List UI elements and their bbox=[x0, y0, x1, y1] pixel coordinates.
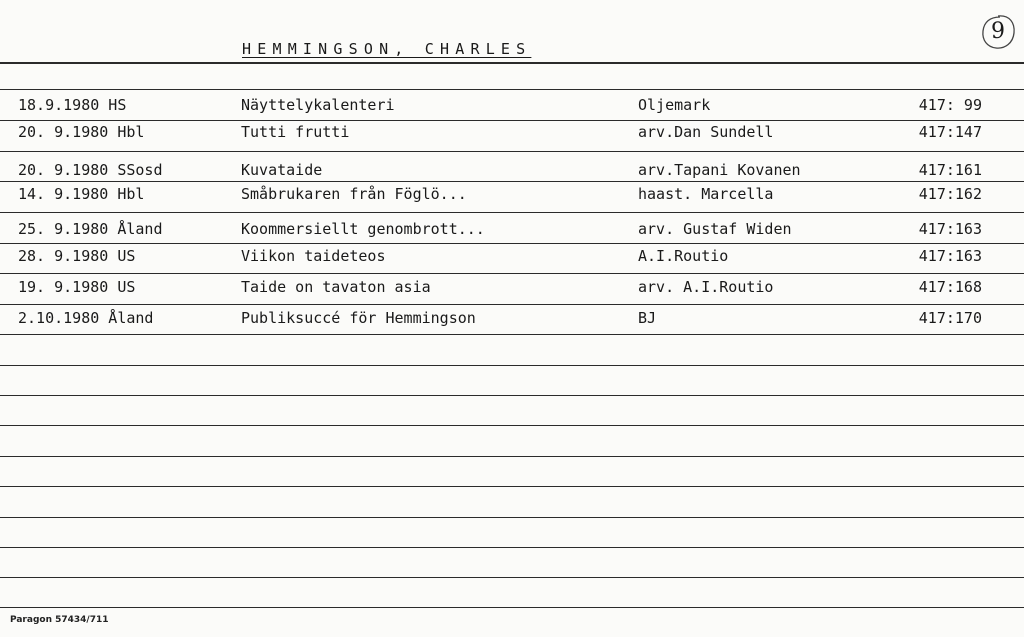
entry-title: Publiksuccé för Hemmingson bbox=[241, 309, 476, 327]
header-rule bbox=[0, 62, 1024, 64]
entry-row bbox=[0, 247, 1024, 267]
entry-title: Viikon taideteos bbox=[241, 247, 386, 265]
entry-author: arv.Tapani Kovanen bbox=[638, 161, 801, 179]
entry-date-source: 25. 9.1980 Åland bbox=[18, 220, 163, 238]
rule-line bbox=[0, 273, 1024, 274]
entry-ref: 417:168 bbox=[918, 278, 982, 296]
rule-line bbox=[0, 517, 1024, 518]
entry-title: Taide on tavaton asia bbox=[241, 278, 431, 296]
entry-date-source: 14. 9.1980 Hbl bbox=[18, 185, 145, 203]
rule-line bbox=[0, 89, 1024, 90]
entry-row bbox=[0, 96, 1024, 116]
entry-title: Näyttelykalenteri bbox=[241, 96, 395, 114]
entry-title: Kuvataide bbox=[241, 161, 323, 179]
rule-line bbox=[0, 304, 1024, 305]
entry-author: haast. Marcella bbox=[638, 185, 774, 203]
card-title: HEMMINGSON, CHARLES bbox=[242, 40, 532, 58]
rule-line bbox=[0, 456, 1024, 457]
entry-ref: 417:161 bbox=[918, 161, 982, 179]
rule-line bbox=[0, 486, 1024, 487]
entry-ref: 417:163 bbox=[918, 220, 982, 238]
rule-line bbox=[0, 151, 1024, 152]
entry-title: Småbrukaren från Föglö... bbox=[241, 185, 467, 203]
entry-row bbox=[0, 278, 1024, 298]
rule-line bbox=[0, 547, 1024, 548]
card-footer: Paragon 57434/711 bbox=[10, 615, 109, 625]
entry-row bbox=[0, 123, 1024, 143]
entry-author: arv. A.I.Routio bbox=[638, 278, 774, 296]
rule-line bbox=[0, 425, 1024, 426]
entry-author: BJ bbox=[638, 309, 657, 327]
entry-author: arv.Dan Sundell bbox=[638, 123, 774, 141]
entry-author: Oljemark bbox=[638, 96, 711, 114]
entry-date-source: 20. 9.1980 Hbl bbox=[18, 123, 145, 141]
entry-row bbox=[0, 309, 1024, 329]
rule-line bbox=[0, 334, 1024, 335]
entry-date-source: 2.10.1980 Åland bbox=[18, 309, 154, 327]
entry-ref: 417:170 bbox=[918, 309, 982, 327]
page-number bbox=[979, 13, 1017, 51]
entry-ref: 417:162 bbox=[918, 185, 982, 203]
rule-line bbox=[0, 212, 1024, 213]
rule-line bbox=[0, 120, 1024, 121]
entry-author: arv. Gustaf Widen bbox=[638, 220, 792, 238]
rule-line bbox=[0, 365, 1024, 366]
entry-row bbox=[0, 220, 1024, 240]
entry-ref: 417:147 bbox=[918, 123, 982, 141]
entry-title: Tutti frutti bbox=[241, 123, 350, 141]
entry-date-source: 18.9.1980 HS bbox=[18, 96, 127, 114]
entry-date-source: 19. 9.1980 US bbox=[18, 278, 136, 296]
entry-ref: 417:163 bbox=[918, 247, 982, 265]
rule-line bbox=[0, 577, 1024, 578]
rule-line bbox=[0, 607, 1024, 608]
entry-ref: 417: 99 bbox=[918, 96, 982, 114]
rule-line bbox=[0, 243, 1024, 244]
entry-date-source: 20. 9.1980 SSosd bbox=[18, 161, 163, 179]
entry-author: A.I.Routio bbox=[638, 247, 729, 265]
entry-title: Koommersiellt genombrott... bbox=[241, 220, 485, 238]
entry-row bbox=[0, 185, 1024, 205]
entry-row bbox=[0, 161, 1024, 181]
rule-line bbox=[0, 395, 1024, 396]
page-number-text: 9 bbox=[991, 19, 1005, 44]
rule-line bbox=[0, 181, 1024, 182]
entry-date-source: 28. 9.1980 US bbox=[18, 247, 136, 265]
